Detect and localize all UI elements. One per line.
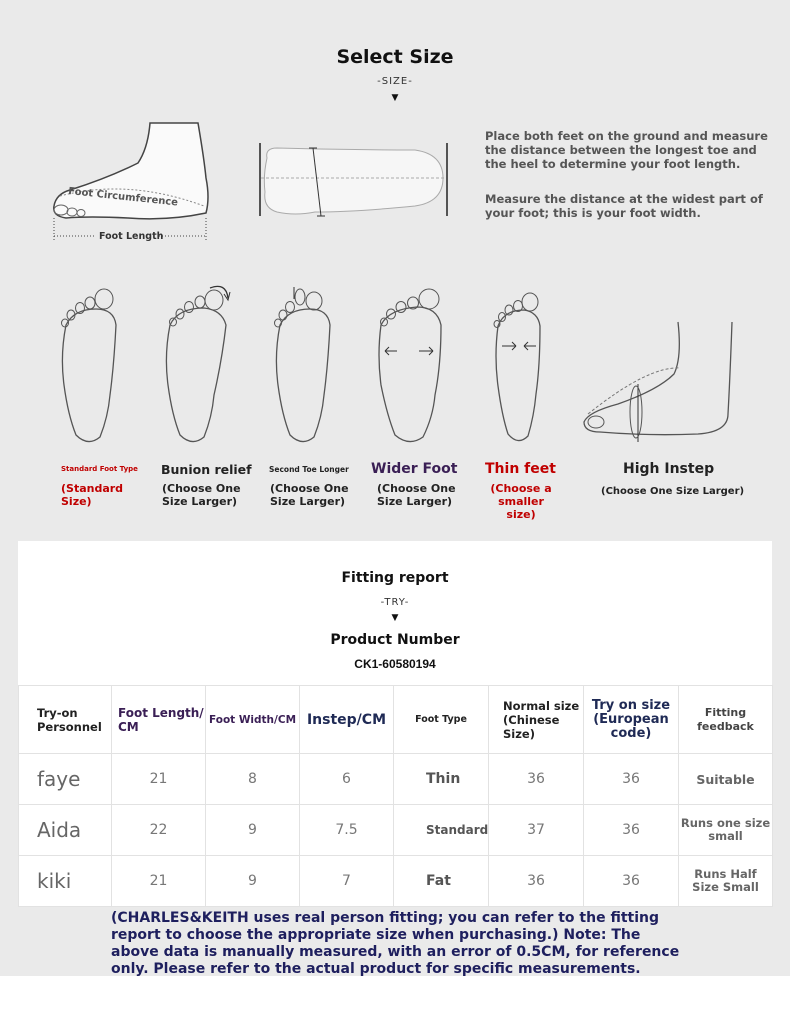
foot-length-label: Foot Length — [99, 231, 164, 242]
instruction-foot-width: Measure the distance at the widest part of your foot; this is your foot width. — [485, 192, 763, 220]
normal-size-value: 37 — [489, 805, 584, 856]
foot-length-value: 22 — [112, 805, 206, 856]
foot-type-note-thin: (Choose a smaller size) — [490, 482, 552, 521]
high-instep-icon — [578, 318, 738, 448]
thin-foot-icon — [488, 288, 548, 450]
second-toe-foot-icon — [270, 285, 338, 450]
normal-size-value: 36 — [489, 754, 584, 805]
header-try-on-personnel: Try-on Personnel — [19, 686, 112, 754]
header-fitting-feedback: Fitting feedback — [679, 686, 773, 754]
header-foot-length: Foot Length/ CM — [112, 686, 206, 754]
select-size-title: Select Size — [336, 46, 454, 68]
foot-side-diagram — [48, 118, 218, 248]
table-row — [19, 856, 773, 907]
chevron-down-icon: ▼ — [391, 93, 399, 103]
foot-type-note-second-toe: (Choose One Size Larger) — [270, 482, 349, 508]
select-size-subtitle: -SIZE- — [377, 76, 413, 87]
wide-foot-icon — [375, 285, 447, 450]
product-number-value: CK1-60580194 — [354, 657, 436, 671]
foot-type-note-wider: (Choose One Size Larger) — [377, 482, 456, 508]
fitting-report-subtitle: -TRY- — [380, 597, 410, 608]
normal-size-value: 36 — [489, 856, 584, 907]
product-number-label: Product Number — [330, 632, 460, 648]
table-row — [19, 754, 773, 805]
try-on-size-value: 36 — [584, 805, 679, 856]
foot-width-value: 8 — [206, 754, 300, 805]
foot-type-name-wider: Wider Foot — [371, 461, 458, 477]
foot-type-name-thin: Thin feet — [485, 461, 556, 477]
foot-type-name-high-instep: High Instep — [623, 461, 715, 477]
foot-type-note-standard: (Standard Size) — [61, 482, 124, 508]
foot-type-note-high-instep: (Choose One Size Larger) — [601, 486, 745, 497]
fitting-feedback-value: Suitable — [679, 754, 773, 805]
try-on-size-value: 36 — [584, 754, 679, 805]
table-row — [19, 805, 773, 856]
foot-type-name-standard: Standard Foot Type — [61, 465, 138, 473]
foot-type-value: Standard — [394, 805, 489, 856]
header-try-on-size: Try on size (European code) — [584, 686, 679, 754]
personnel-name: Aida — [19, 805, 112, 856]
bunion-foot-icon — [160, 280, 240, 450]
foot-type-value: Thin — [394, 754, 489, 805]
foot-length-value: 21 — [112, 754, 206, 805]
foot-circumference-label: Foot Circumference — [67, 186, 179, 209]
instep-value: 7 — [300, 856, 394, 907]
personnel-name: kiki — [19, 856, 112, 907]
foot-length-value: 21 — [112, 856, 206, 907]
chevron-down-icon: ▼ — [391, 613, 399, 623]
instruction-foot-length: Place both feet on the ground and measure the distance between the longest toe and the heel to determine your foot length. — [485, 129, 768, 171]
fitting-report-footnote: (CHARLES&KEITH uses real person fitting; you can refer to the fitting report to choose the appropriate size when purchasing.) Note: The above data is manually measured, with an error of 0.5CM, for reference only. Please refer to the actual product for specific measurements. — [111, 910, 680, 977]
fitting-feedback-value: Runs Half Size Small — [679, 856, 773, 907]
instep-value: 7.5 — [300, 805, 394, 856]
personnel-name: faye — [19, 754, 112, 805]
fitting-report-title: Fitting report — [341, 570, 449, 586]
foot-width-value: 9 — [206, 805, 300, 856]
foot-width-value: 9 — [206, 856, 300, 907]
instep-value: 6 — [300, 754, 394, 805]
foot-type-name-bunion: Bunion relief — [161, 462, 252, 477]
foot-type-note-bunion: (Choose One Size Larger) — [162, 482, 241, 508]
try-on-size-value: 36 — [584, 856, 679, 907]
foot-type-value: Fat — [394, 856, 489, 907]
fitting-report-table — [18, 685, 773, 907]
foot-width-diagram — [255, 138, 455, 223]
table-header-row — [19, 686, 773, 754]
foot-type-name-second-toe: Second Toe Longer — [269, 465, 349, 474]
header-normal-size: Normal size (Chinese Size) — [489, 686, 584, 754]
header-instep: Instep/CM — [300, 686, 394, 754]
header-foot-width: Foot Width/CM — [206, 686, 300, 754]
fitting-feedback-value: Runs one size small — [679, 805, 773, 856]
header-foot-type: Foot Type — [394, 686, 489, 754]
standard-foot-icon — [56, 285, 124, 450]
